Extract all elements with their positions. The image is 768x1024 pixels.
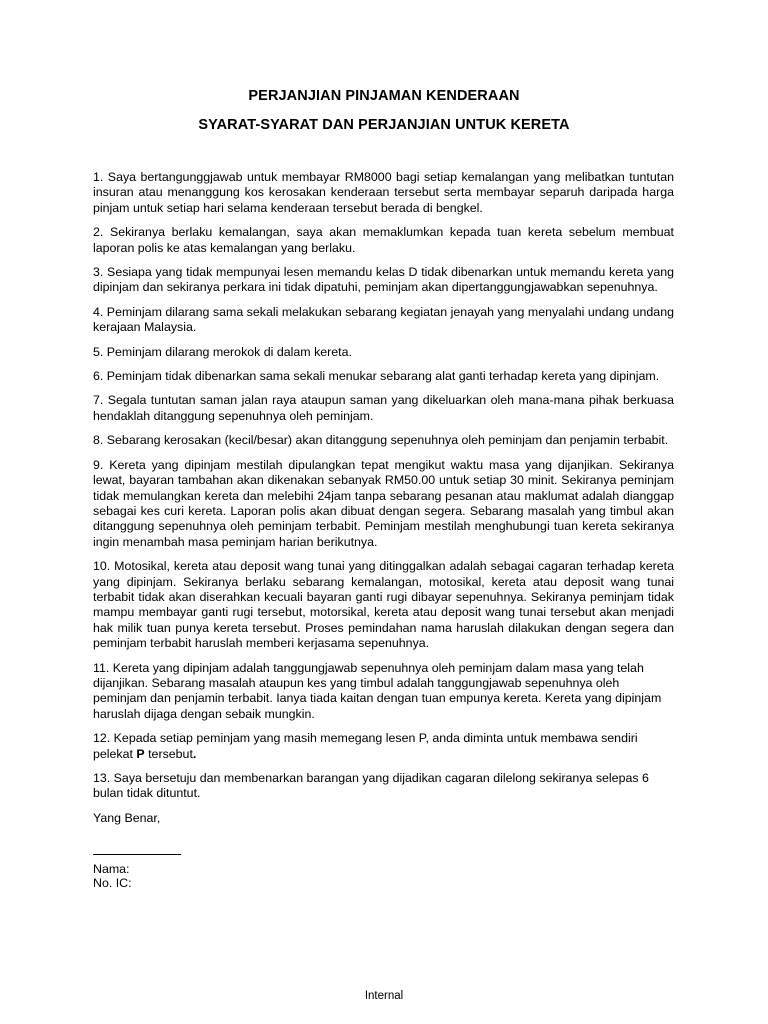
clause-6: 6. Peminjam tidak dibenarkan sama sekali menukar sebarang alat ganti terhadap kereta yang dipinjam. <box>93 369 660 384</box>
clause-1: 1. Saya bertangunggjawab untuk membayar RM8000 bagi setiap kemalangan yang melibatkan tuntutan insuran atau menanggung kos kerosakan kenderaan tersebut serta membayar separuh daripada harga pinjam untuk setiap hari selama kenderaan tersebut berada di bengkel. <box>93 170 674 215</box>
signature-fields <box>93 862 674 890</box>
signature-line <box>93 842 181 855</box>
clause-12 <box>93 731 674 762</box>
closing-text: Yang Benar, <box>93 810 161 825</box>
document-title: PERJANJIAN PINJAMAN KENDERAAN <box>248 88 520 104</box>
ic-label: No. IC: <box>93 876 132 891</box>
clause-7: 7. Segala tuntutan saman jalan raya ataupun saman yang dikeluarkan oleh mana-mana pihak berkuasa hendaklah ditanggung sepenuhnya oleh peminjam. <box>93 393 674 423</box>
clause-2: 2. Sekiranya berlaku kemalangan, saya akan memaklumkan kepada tuan kereta sebelum membuat laporan polis ke atas kemalangan yang berlaku. <box>93 225 674 255</box>
clause-12-end: . <box>192 746 197 761</box>
clause-12-text: 12. Kepada setiap peminjam yang masih memegang lesen P, anda diminta untuk membawa sendiri pelekat <box>93 731 638 761</box>
clause-12-suffix: tersebut <box>144 746 193 761</box>
footer-classification: Internal <box>364 990 404 1002</box>
document-subtitle: SYARAT-SYARAT DAN PERJANJIAN UNTUK KERETA <box>198 117 570 133</box>
clause-8: 8. Sebarang kerosakan (kecil/besar) akan ditanggung sepenuhnya oleh peminjam dan penjamin terbabit. <box>93 433 669 448</box>
clause-9: 9. Kereta yang dipinjam mestilah dipulangkan tepat mengikut waktu masa yang dijanjikan. Sekiranya lewat, bayaran tambahan akan dikenakan sebanyak RM50.00 untuk setiap 30 minit. Sekiranya peminjam tidak memulangkan kereta dan melebihi 24jam tanpa sebarang pesanan atau maklumat adalah dianggap sebagai kes curi kereta. Laporan polis akan dibuat dengan segera. Sebarang masalah yang timbul akan ditanggung sepenuhnya oleh peminjam terbabit. Peminjam mestilah menghubungi tuan kereta sekiranya ingin menambah masa peminjam harian berikutnya. <box>93 457 674 549</box>
name-label: Nama: <box>93 862 130 877</box>
clause-3: 3. Sesiapa yang tidak mempunyai lesen memandu kelas D tidak dibenarkan untuk memandu kereta yang dipinjam dan sekiranya perkara ini tidak dipatuhi, peminjam akan dipertanggungjawabkan sepenuhnya. <box>93 265 674 295</box>
clause-4: 4. Peminjam dilarang sama sekali melakukan sebarang kegiatan jenayah yang menyalahi undang undang kerajaan Malaysia. <box>93 304 674 335</box>
document-body <box>93 170 674 890</box>
clause-11: 11. Kereta yang dipinjam adalah tanggungjawab sepenuhnya oleh peminjam dalam masa yang telah dijanjikan. Sebarang masalah ataupun kes yang timbul adalah tanggungjawab sepenuhnya oleh peminjam dan penjamin terbabit. Ianya tiada kaitan dengan tuan empunya kereta. Kereta yang dipinjam haruslah dijaga dengan sebaik mungkin. <box>93 660 662 721</box>
clause-13: 13. Saya bersetuju dan membenarkan barangan yang dijadikan cagaran dilelong sekiranya selepas 6 bulan tidak dituntut. <box>93 771 649 801</box>
clause-5: 5. Peminjam dilarang merokok di dalam kereta. <box>93 344 352 359</box>
clause-12-bold: P <box>136 746 145 761</box>
clause-10: 10. Motosikal, kereta atau deposit wang tunai yang ditinggalkan adalah sebagai cagaran terhadap kereta yang dipinjam. Sekiranya berlaku sebarang kemalangan, motosikal, kereta atau deposit wang tunai terbabit tidak akan diserahkan kecuali bayaran ganti rugi dibayar sepenuhnya. Sekiranya peminjam tidak mampu membayar ganti rugi tersebut, motorsikal, kereta atau deposit wang tunai tersebut akan menjadi hak milik tuan punya kereta tersebut. Proses pemindahan nama haruslah dilakukan dengan segera dan peminjam terbabit haruslah memberi kerjasama sepenuhnya. <box>93 559 674 651</box>
